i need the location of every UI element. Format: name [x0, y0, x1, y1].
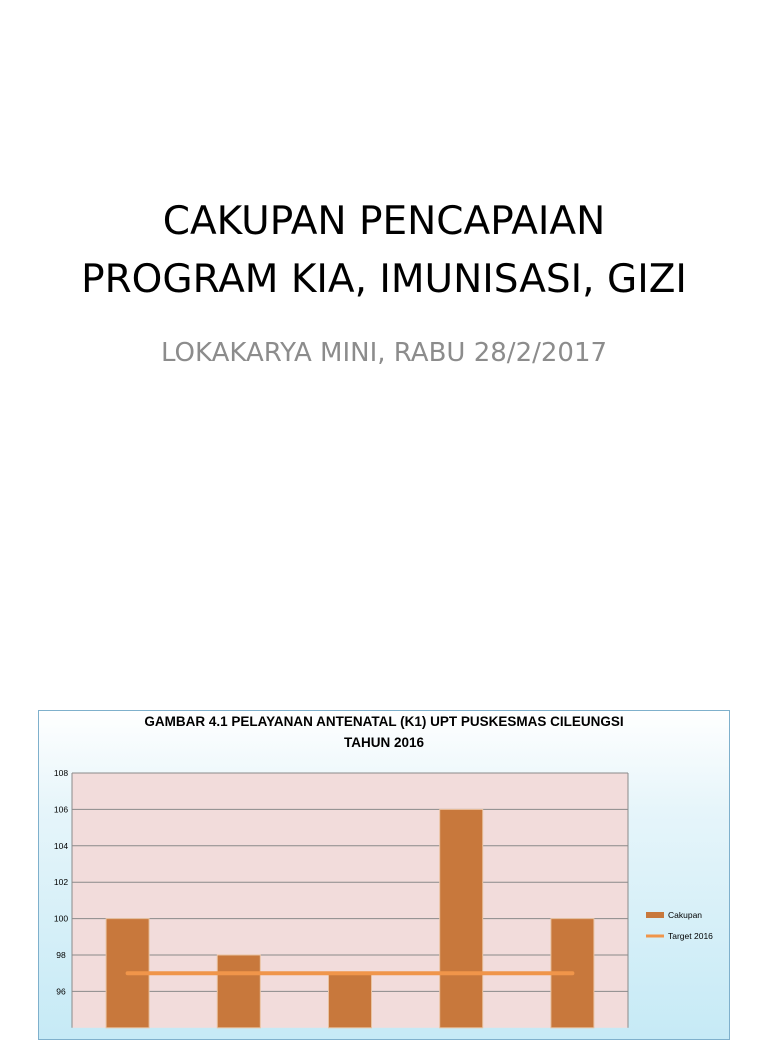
- y-tick-label: 98: [56, 950, 66, 960]
- y-tick-label: 104: [53, 840, 69, 851]
- slide-title-line-1: CAKUPAN PENCAPAIAN: [162, 199, 606, 244]
- bar: [217, 955, 260, 1028]
- bar: [329, 973, 372, 1028]
- y-tick-label: 106: [53, 804, 69, 815]
- y-tick-label: 100: [53, 913, 69, 924]
- chart-plot: [39, 711, 731, 1041]
- legend-label-cakupan: Cakupan: [668, 910, 703, 920]
- slide-title-line-2: PROGRAM KIA, IMUNISASI, GIZI: [81, 257, 687, 302]
- legend-label-target: Target 2016: [668, 931, 713, 941]
- bar: [440, 809, 483, 1027]
- chart-title-line-2: TAHUN 2016: [343, 735, 425, 750]
- slide-title: [0, 193, 768, 309]
- chart-title-line-1: GAMBAR 4.1 PELAYANAN ANTENATAL (K1) UPT PUSKESMAS CILEUNGSI: [144, 714, 624, 729]
- chart-container: [38, 710, 730, 1040]
- slide-subtitle: LOKAKARYA MINI, RABU 28/2/2017: [160, 338, 608, 368]
- y-tick-label: 96: [56, 986, 66, 997]
- y-tick-label: 102: [53, 877, 69, 888]
- legend-swatch-cakupan: [646, 912, 664, 918]
- y-tick-label: 108: [53, 768, 69, 778]
